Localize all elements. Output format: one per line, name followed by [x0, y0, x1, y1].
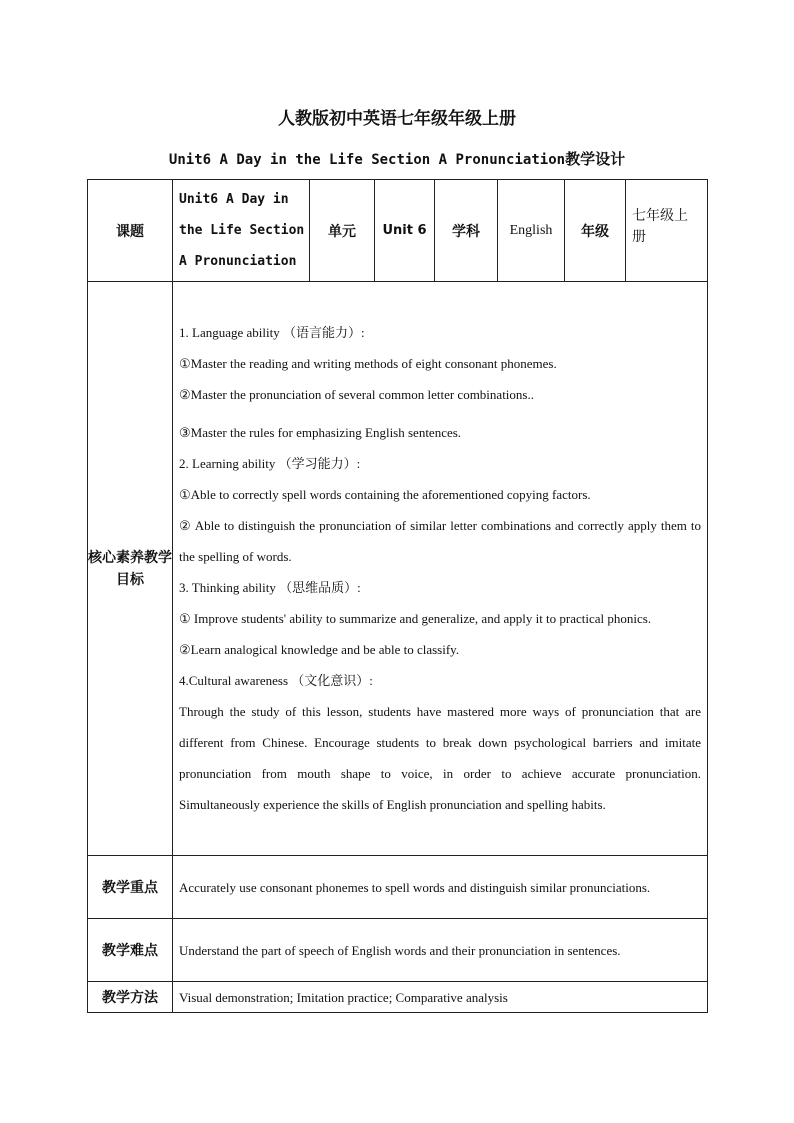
difficulties-label: 教学难点 — [88, 919, 173, 982]
key-points-row — [88, 856, 708, 919]
objective-line: 3. Thinking ability （思维品质）: — [179, 580, 361, 595]
objective-line: ③Master the rules for emphasizing English sentences. — [179, 425, 462, 440]
objective-line: 2. Learning ability （学习能力）: — [179, 456, 361, 471]
objective-line: ②Learn analogical knowledge and be able to classify. — [179, 642, 460, 657]
grade-label: 年级 — [565, 180, 626, 282]
document-subtitle — [0, 148, 794, 169]
key-points-label: 教学重点 — [88, 856, 173, 919]
subtitle-chinese: 教学设计 — [565, 150, 626, 168]
objective-line: Through the study of this lesson, students have mastered more ways of pronunciation that are different from Chinese. Encourage students to break down psychological barriers and imitate pronunciation from mouth shape to voice, in order to achieve accurate pronunciation. Simultaneously experience the skills of English pronunciation and spelling habits. — [179, 704, 701, 812]
objectives-content — [173, 282, 708, 856]
objective-line: ②Master the pronunciation of several common letter combinations.. — [179, 387, 534, 402]
subject-value: English — [498, 180, 565, 282]
objective-line: ① Improve students' ability to summarize and generalize, and apply it to practical phonics. — [179, 611, 652, 626]
objective-line: ①Master the reading and writing methods of eight consonant phonemes. — [179, 356, 557, 371]
unit-value: Unit 6 — [375, 180, 435, 282]
difficulties-text: Understand the part of speech of English words and their pronunciation in sentences. — [173, 919, 708, 982]
difficulties-row — [88, 919, 708, 982]
objective-line: ①Able to correctly spell words containing the aforementioned copying factors. — [179, 487, 591, 502]
topic-value: Unit6 A Day in the Life Section A Pronunciation — [173, 180, 310, 282]
methods-text: Visual demonstration; Imitation practice; Comparative analysis — [173, 982, 708, 1013]
lesson-plan-table — [87, 179, 708, 1013]
subject-label: 学科 — [435, 180, 498, 282]
key-points-text: Accurately use consonant phonemes to spell words and distinguish similar pronunciations. — [173, 856, 708, 919]
unit-label: 单元 — [310, 180, 375, 282]
objectives-row — [88, 282, 708, 856]
document-title: 人教版初中英语七年级年级上册 — [278, 109, 516, 129]
objectives-label: 核心素养教学目标 — [88, 282, 173, 856]
objective-line: 1. Language ability （语言能力）: — [179, 325, 365, 340]
objective-line: 4.Cultural awareness （文化意识）: — [179, 673, 373, 688]
header-row — [88, 180, 708, 282]
grade-value: 七年级上册 — [626, 180, 708, 282]
methods-row — [88, 982, 708, 1013]
topic-label: 课题 — [88, 180, 173, 282]
objective-line: ② Able to distinguish the pronunciation of similar letter combinations and correctly apply them to the spelling of words. — [179, 518, 701, 564]
methods-label: 教学方法 — [88, 982, 173, 1013]
subtitle-english: Unit6 A Day in the Life Section A Pronunciation — [168, 152, 566, 168]
